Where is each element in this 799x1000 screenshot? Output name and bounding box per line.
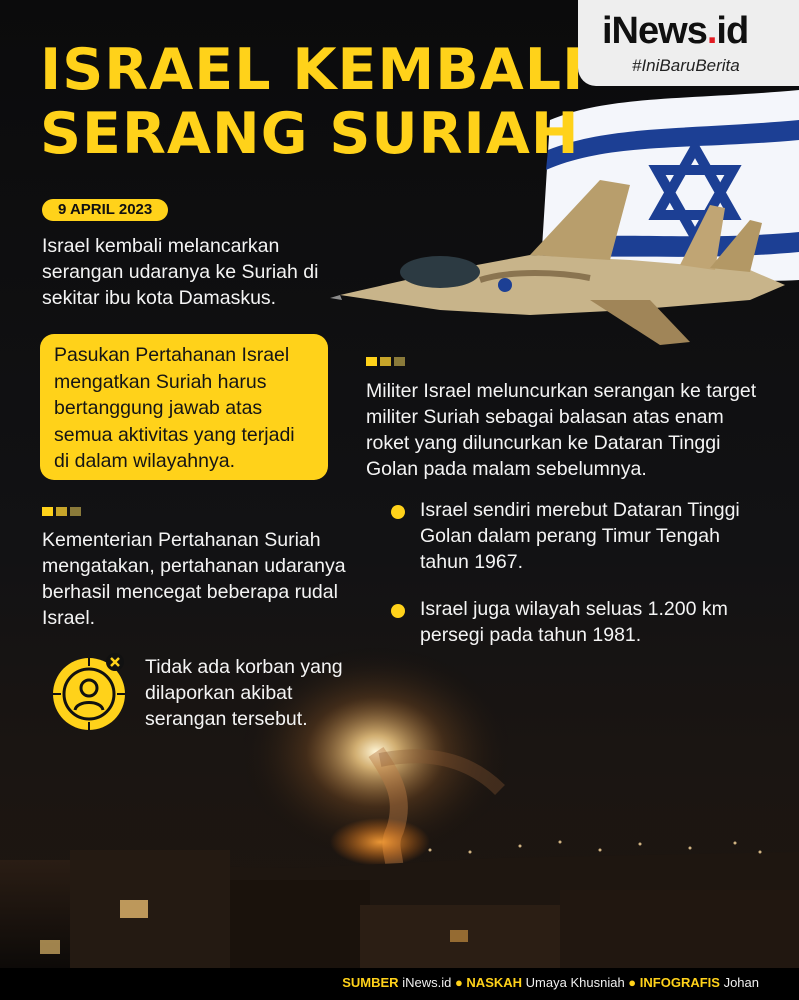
graphic-value: Johan: [723, 975, 759, 990]
writer-value: Umaya Khusniah: [525, 975, 625, 990]
fighter-jet-icon: [330, 160, 790, 350]
intro-text: Israel kembali melancarkan serangan udaranya ke Suriah di sekitar ibu kota Damaskus.: [42, 235, 319, 309]
bullet-item-1: Israel sendiri merebut Dataran Tinggi Golan dalam perang Timur Tengah tahun 1967.: [420, 499, 740, 573]
section-marker-icon-2: [366, 357, 405, 366]
brand-dot: .: [706, 10, 717, 52]
title-line-2: SERANG SURIAH: [40, 101, 580, 167]
no-casualties-text: Tidak ada korban yang dilaporkan akibat serangan tersebut.: [145, 656, 343, 730]
separator-dot-icon: ●: [628, 975, 637, 990]
callout-text: Pasukan Pertahanan Israel mengatkan Suriah harus bertanggung jawab atas semua aktivitas yang terjadi di dalam wilayahnya.: [54, 344, 295, 472]
writer-label: NASKAH: [466, 975, 523, 990]
brand-logo[interactable]: [602, 10, 748, 53]
syria-defense-text: Kementerian Pertahanan Suriah mengatakan, pertahanan udaranya berhasil mencegat beberapa rudal Israel.: [42, 529, 346, 629]
brand-tld: id: [716, 10, 749, 52]
graphic-label: INFOGRAFIS: [639, 975, 720, 990]
source-value: iNews.id: [402, 975, 452, 990]
bullet-icon: [391, 604, 405, 618]
callout-box: [40, 334, 328, 480]
source-label: SUMBER: [342, 975, 399, 990]
person-cross-icon: [49, 650, 133, 734]
page-title: [40, 38, 600, 166]
brand-tagline: #IniBaruBerita: [632, 56, 740, 75]
credits-line: [342, 975, 759, 990]
separator-dot-icon: ●: [454, 975, 463, 990]
section-marker-icon: [42, 507, 81, 516]
date-badge: 9 APRIL 2023: [42, 199, 168, 221]
bullet-item-2: Israel juga wilayah seluas 1.200 km persegi pada tahun 1981.: [420, 598, 728, 646]
military-text: Militer Israel meluncurkan serangan ke target militer Suriah sebagai balasan atas enam roket yang diluncurkan ke Dataran Tinggi Golan pada malam sebelumnya.: [366, 380, 757, 480]
bullet-icon: [391, 505, 405, 519]
brand-name: iNews: [602, 10, 707, 52]
title-line-1: ISRAEL KEMBALI: [40, 37, 585, 103]
footer-credits: [0, 968, 799, 1000]
